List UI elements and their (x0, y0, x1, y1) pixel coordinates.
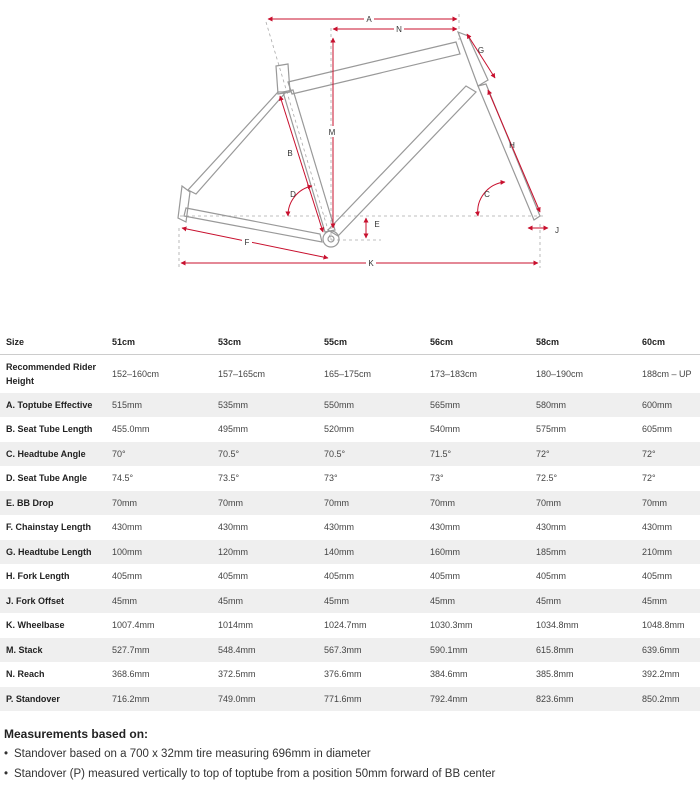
table-cell: 520mm (324, 424, 355, 435)
label-f: F (244, 238, 250, 247)
table-cell: 771.6mm (324, 693, 362, 704)
measurement-notes (4, 727, 694, 784)
table-cell: 70° (112, 448, 126, 459)
table-row (0, 638, 700, 663)
table-cell: 100mm (112, 546, 143, 557)
table-cell: 188cm – UP (642, 368, 692, 379)
table-cell: 70mm (112, 497, 138, 508)
table-row (0, 613, 700, 638)
table-row (0, 355, 700, 393)
table-cell: 567.3mm (324, 644, 362, 655)
table-cell: 600mm (642, 399, 673, 410)
row-label: C. Headtube Angle (6, 448, 86, 459)
table-cell: 455.0mm (112, 424, 150, 435)
table-cell: 165–175cm (324, 368, 372, 379)
table-cell: 385.8mm (536, 669, 574, 680)
table-cell: 368.6mm (112, 669, 150, 680)
table-cell: 405mm (112, 571, 143, 582)
table-cell: 580mm (536, 399, 567, 410)
table-cell: 70.5° (324, 448, 346, 459)
row-label: H. Fork Length (6, 571, 70, 582)
table-cell: 45mm (218, 595, 244, 606)
table-cell: 430mm (112, 522, 143, 533)
table-cell: 157–165cm (218, 368, 266, 379)
table-cell: 376.6mm (324, 669, 362, 680)
table-cell: 180–190cm (536, 368, 584, 379)
label-j: J (555, 226, 559, 235)
table-row (0, 515, 700, 540)
frame-geometry-diagram (0, 0, 700, 300)
table-cell: 1014mm (218, 620, 254, 631)
table-row (0, 540, 700, 565)
table-row (0, 466, 700, 491)
table-cell: 430mm (430, 522, 461, 533)
table-header-row (0, 330, 700, 355)
table-cell: 73.5° (218, 473, 240, 484)
label-b: B (287, 149, 293, 158)
table-row (0, 491, 700, 516)
table-cell: 72° (642, 473, 656, 484)
row-label: A. Toptube Effective (6, 399, 93, 410)
note-text: Standover based on a 700 x 32mm tire measuring 696mm in diameter (14, 748, 371, 760)
header-56cm: 56cm (430, 337, 454, 347)
table-cell: 74.5° (112, 473, 134, 484)
table-cell: 392.2mm (642, 669, 680, 680)
table-cell: 73° (430, 473, 444, 484)
header-58cm: 58cm (536, 337, 560, 347)
row-label: N. Reach (6, 669, 45, 680)
table-cell: 1024.7mm (324, 620, 367, 631)
table-cell: 45mm (536, 595, 562, 606)
table-cell: 70.5° (218, 448, 240, 459)
table-cell: 850.2mm (642, 693, 680, 704)
table-cell: 70mm (536, 497, 562, 508)
table-cell: 405mm (642, 571, 673, 582)
row-label: D. Seat Tube Angle (6, 473, 88, 484)
table-cell: 540mm (430, 424, 461, 435)
table-cell: 71.5° (430, 448, 452, 459)
table-cell: 590.1mm (430, 644, 468, 655)
row-label: F. Chainstay Length (6, 522, 92, 533)
table-cell: 550mm (324, 399, 355, 410)
header-size: Size (6, 337, 25, 347)
label-d: D (290, 190, 296, 199)
geometry-table (0, 330, 700, 711)
table-cell: 372.5mm (218, 669, 256, 680)
table-cell: 430mm (642, 522, 673, 533)
header-55cm: 55cm (324, 337, 348, 347)
label-n: N (396, 25, 402, 34)
row-label: E. BB Drop (6, 497, 54, 508)
table-cell: 548.4mm (218, 644, 256, 655)
table-cell: 1034.8mm (536, 620, 579, 631)
note-item: • Standover based on a 700 x 32mm tire measuring 696mm in diameter (4, 748, 371, 760)
table-cell: 823.6mm (536, 693, 574, 704)
note-item: • Standover (P) measured vertically to top of toptube from a position 50mm forward of BB center (4, 768, 496, 780)
label-k: K (368, 259, 374, 268)
table-row (0, 393, 700, 418)
table-cell: 173–183cm (430, 368, 478, 379)
table-cell: 749.0mm (218, 693, 256, 704)
table-cell: 605mm (642, 424, 673, 435)
note-text: Standover (P) measured vertically to top of toptube from a position 50mm forward of BB center (14, 768, 496, 780)
table-cell: 405mm (324, 571, 355, 582)
row-label: B. Seat Tube Length (6, 424, 93, 435)
table-cell: 615.8mm (536, 644, 574, 655)
table-cell: 405mm (218, 571, 249, 582)
table-row (0, 564, 700, 589)
table-cell: 405mm (430, 571, 461, 582)
table-cell: 405mm (536, 571, 567, 582)
table-row (0, 662, 700, 687)
dimension-labels (242, 13, 559, 268)
label-c: C (484, 190, 490, 199)
table-cell: 495mm (218, 424, 249, 435)
table-cell: 1007.4mm (112, 620, 155, 631)
table-cell: 210mm (642, 546, 673, 557)
table-cell: 639.6mm (642, 644, 680, 655)
table-cell: 120mm (218, 546, 249, 557)
table-row (0, 417, 700, 442)
table-cell: 515mm (112, 399, 143, 410)
row-label: P. Standover (6, 693, 60, 704)
row-label: M. Stack (6, 644, 43, 655)
row-label: G. Headtube Length (6, 546, 92, 557)
table-cell: 45mm (642, 595, 668, 606)
table-cell: 140mm (324, 546, 355, 557)
table-cell: 72.5° (536, 473, 558, 484)
label-h: H (509, 141, 515, 150)
label-g: G (477, 46, 485, 55)
table-cell: 160mm (430, 546, 461, 557)
table-cell: 430mm (536, 522, 567, 533)
table-cell: 70mm (218, 497, 244, 508)
table-cell: 384.6mm (430, 669, 468, 680)
table-cell: 45mm (324, 595, 350, 606)
table-cell: 152–160cm (112, 368, 160, 379)
table-cell: 72° (536, 448, 550, 459)
table-cell: 575mm (536, 424, 567, 435)
table-cell: 527.7mm (112, 644, 150, 655)
table-cell: 1030.3mm (430, 620, 473, 631)
table-row (0, 442, 700, 467)
reference-lines (179, 14, 545, 268)
table-cell: 45mm (112, 595, 138, 606)
table-cell: 70mm (324, 497, 350, 508)
label-a: A (366, 15, 372, 24)
table-cell: 430mm (324, 522, 355, 533)
table-cell: 1048.8mm (642, 620, 685, 631)
label-m: M (328, 128, 336, 137)
table-cell: 430mm (218, 522, 249, 533)
table-cell: 716.2mm (112, 693, 150, 704)
table-cell: 185mm (536, 546, 567, 557)
row-label: K. Wheelbase (6, 620, 65, 631)
header-60cm: 60cm (642, 337, 666, 347)
table-cell: 70mm (430, 497, 456, 508)
row-label: J. Fork Offset (6, 595, 65, 606)
header-51cm: 51cm (112, 337, 136, 347)
table-cell: 792.4mm (430, 693, 468, 704)
notes-list (4, 744, 694, 784)
table-cell: 73° (324, 473, 338, 484)
table-cell: 535mm (218, 399, 249, 410)
table-row (0, 687, 700, 712)
table-row (0, 589, 700, 614)
table-cell: 70mm (642, 497, 668, 508)
table-cell: 565mm (430, 399, 461, 410)
header-53cm: 53cm (218, 337, 242, 347)
table-cell: 45mm (430, 595, 456, 606)
label-e: E (374, 220, 380, 229)
row-label: Recommended Rider Height (6, 361, 97, 386)
notes-title: Measurements based on: (4, 727, 149, 741)
table-cell: 72° (642, 448, 656, 459)
